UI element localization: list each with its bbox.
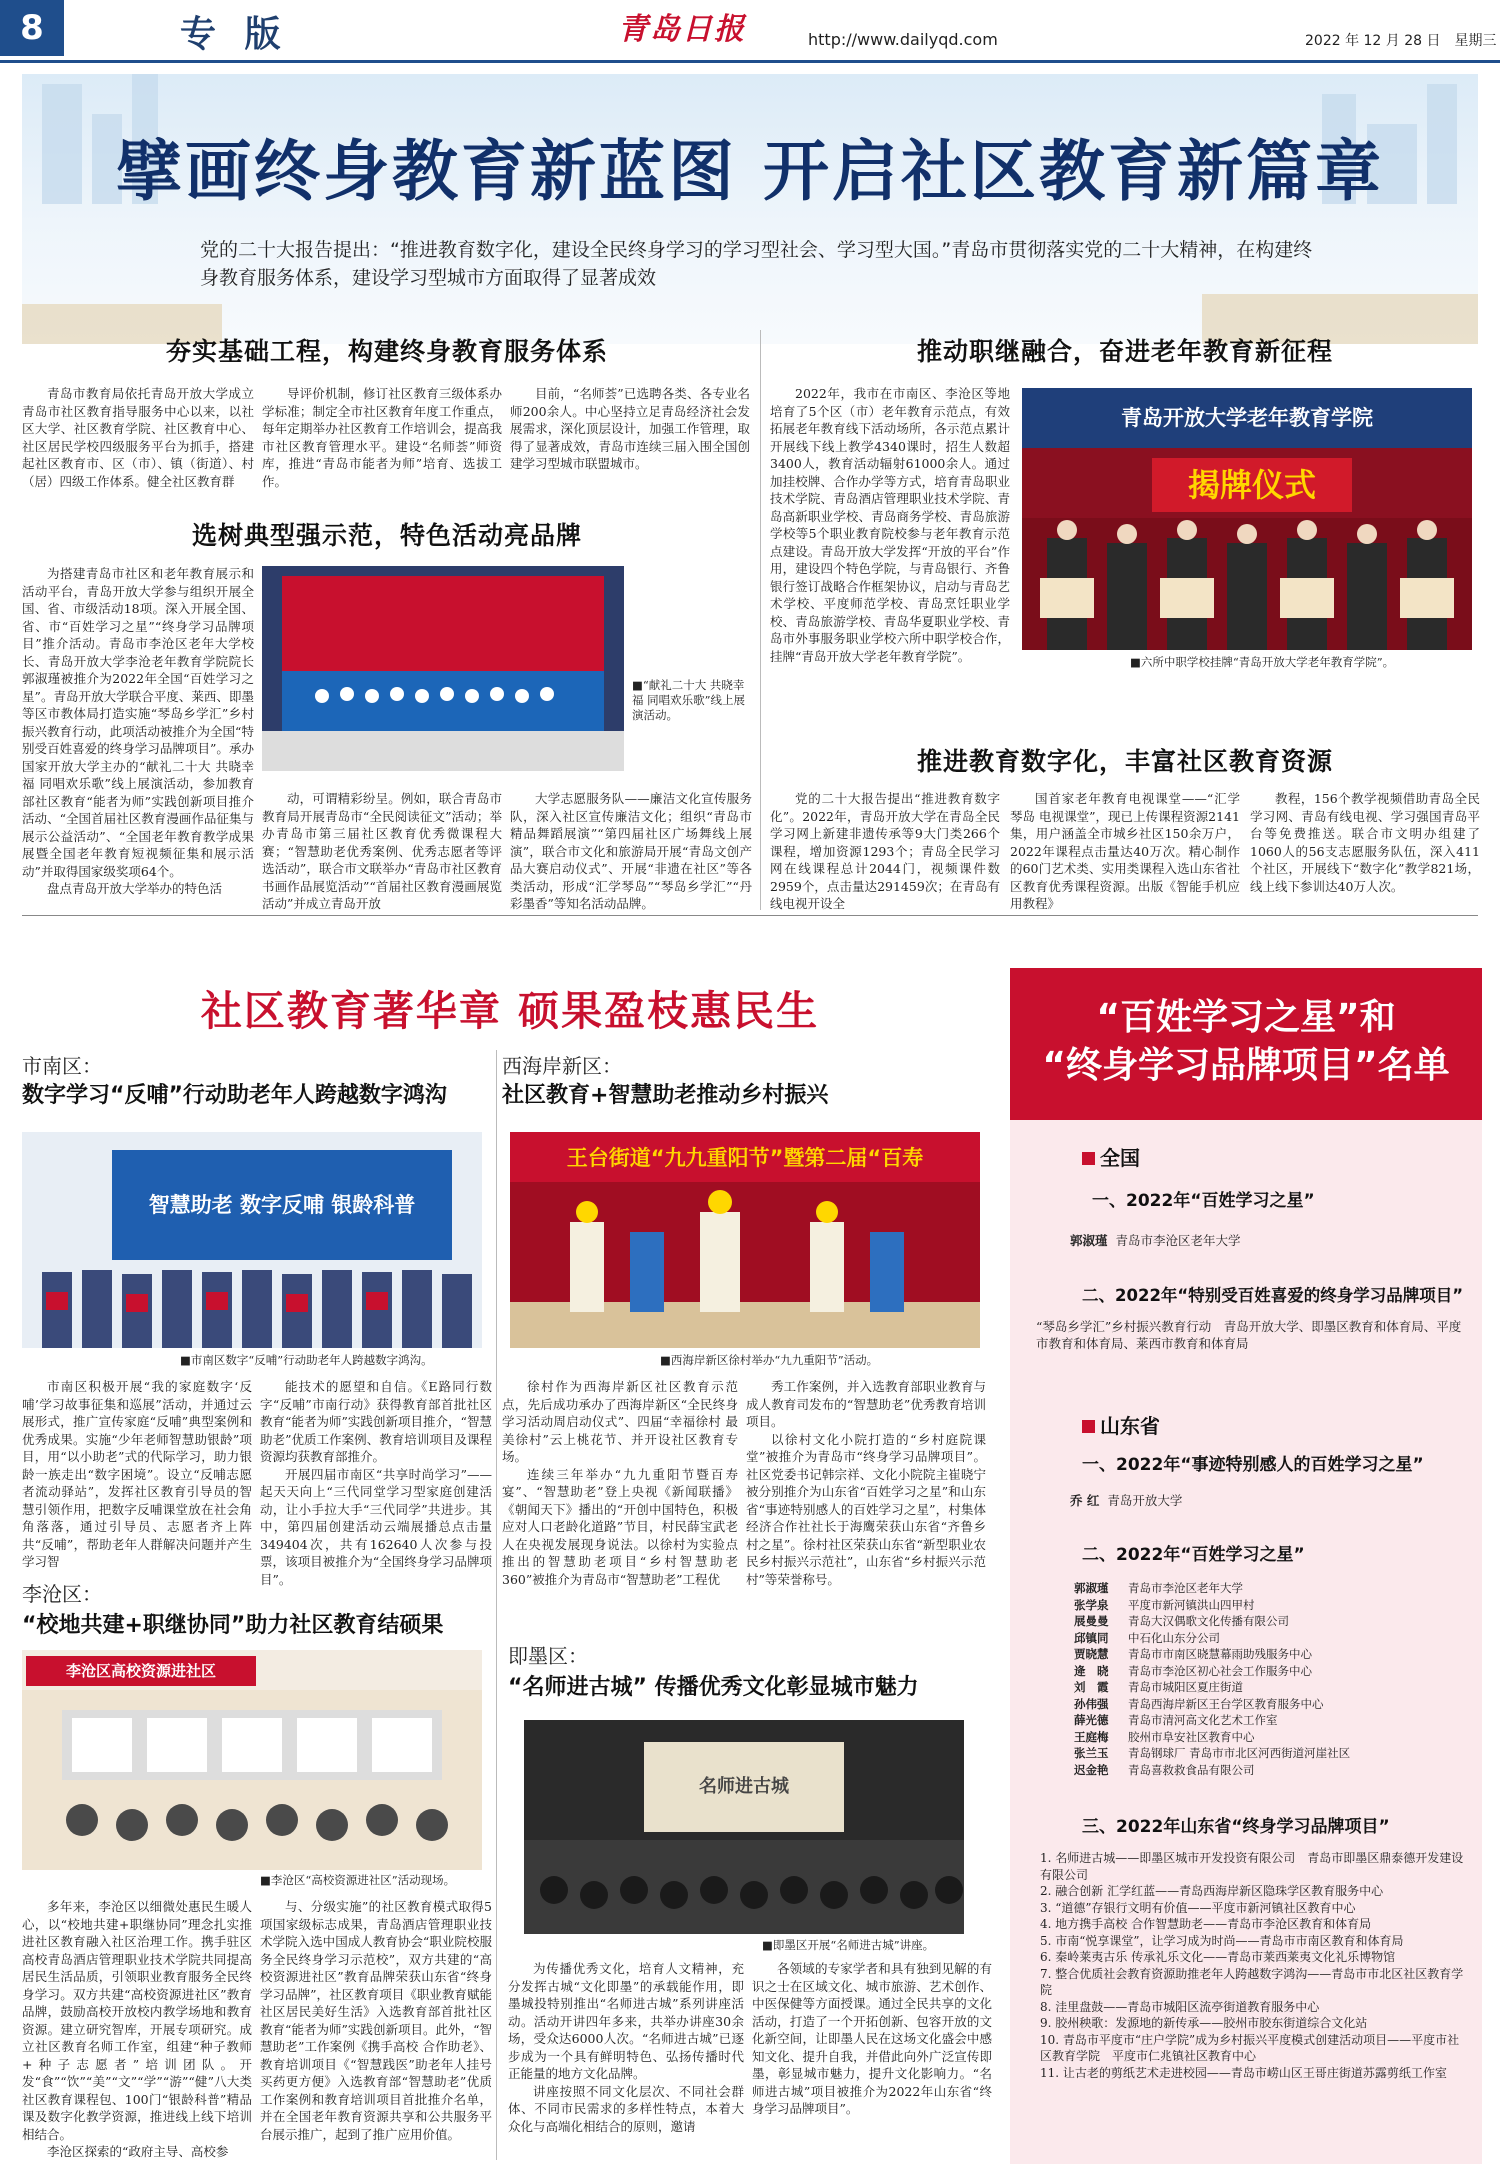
list-item [1074,1646,1474,1663]
shandong-label: 山东省 [1082,1410,1160,1439]
star-org: 青岛市李沧区初心社会工作服务中心 [1128,1663,1312,1678]
section-divider [22,915,1478,916]
list-item [1074,1762,1474,1779]
star-name: 刘 霞 [1074,1680,1109,1694]
s4-col1 [770,790,1000,911]
honor-list-heading-line1: “百姓学习之星”和 [1096,997,1396,1038]
newspaper-logo: 青岛日报 [618,12,746,47]
licang-col1b-text: 李沧区探索的“政府主导、高校参 [47,2144,229,2159]
list-item: 7. 整合优质社会教育资源助推老年人跨越数字鸿沟——青岛市市北区社区教育学院 [1040,1966,1464,1997]
list-item: 10. 青岛市平度市“庄户学院”成为乡村振兴平度模式创建活动项目——平度市社区教育学院 平度市仁兆镇社区教育中心 [1040,2032,1460,2063]
stage-performance-image [262,566,624,771]
national-cat2-entry: “琴岛乡学汇”乡村振兴教育行动 青岛开放大学、即墨区教育和体育局、平度市教育和体育局、莱西市教育和体育局 [1036,1319,1462,1351]
shinan-photo [22,1132,482,1348]
star-org: 平度市新河镇洪山四甲村 [1128,1597,1255,1612]
xihaian-banner: 王台街道“九九重阳节”暨第二届“百寿 [566,1146,924,1170]
list-item [1074,1679,1474,1696]
list-item [1074,1597,1474,1614]
licang-col2-text: 与、分级实施”的社区教育模式取得5项国家级标志成果，青岛酒店管理职业技术学院入选中国成人教育协会“职业院校服务全民终身学习示范校”，双方共建的“高校资源进社区”教育品牌荣获山东省“终身学习品牌”，社区教育项目《职业教育赋能社区居民美好生活》入选教育部首批社区教育“能者为师”实践创新项目。此外，“智慧助老”工作案例《携手高校 合作助老》、教育培训项目《“智慧践医”助老年人挂号买药更方便》入选教育部“智慧助老”优质工作案例和教育培训项目首批推介名单，并在全国老年教育资源共享和公共服务平台展示推广，起到了推广应用价值。 [260,1899,492,2142]
star-name: 张学泉 [1074,1597,1109,1612]
star-org: 青岛西海岸新区王台学区教育服务中心 [1128,1696,1324,1711]
list-item [1074,1613,1474,1630]
column-divider [760,330,761,910]
ribbon-cutting-people-image [1022,518,1472,650]
s3-photo [1022,388,1472,650]
star-name: 王庭梅 [1074,1729,1109,1744]
jimo-photo [524,1720,964,1934]
s3-heading: 推动职继融合，奋进老年教育新征程 [916,337,1333,366]
list-item [1074,1745,1474,1762]
shandong-cat1-name: 乔 红 [1070,1493,1100,1508]
s3-photo-caption: ■六所中职学校挂牌“青岛开放大学老年教育学院”。 [1130,655,1395,669]
shinan-caption: ■市南区数字“反哺”行动助老年人跨越数字鸿沟。 [180,1353,433,1367]
xihaian-col1 [502,1378,738,1618]
star-org: 青岛钢球厂 青岛市市北区河西街道河崖社区 [1128,1746,1351,1760]
list-item [1074,1729,1474,1746]
xihaian-col1-text: 徐村作为西海岸新区社区教育示范点，先后成功承办了西海岸新区“全民终身学习活动周启动仪式”、四届“幸福徐村 最美徐村”云上桃花节、并开设社区教育专场。 [502,1379,738,1464]
national-cat1-org: 青岛市李沧区老年大学 [1115,1233,1241,1248]
shinan-col2b-text: 开展四届市南区“共享时尚学习”——起天天向上“三代同堂学习型家庭创建活动，让小手拉大手“三代同学”共进步。其中，第四届创建活动云端展播总点击量349404次，共有162640人次参与投票，该项目被推介为“全国终身学习品牌项目”。 [260,1466,492,1587]
xihaian-photo [510,1132,980,1348]
national-cat2: 二、2022年“特别受百姓喜爱的终身学习品牌项目” [1082,1286,1464,1305]
s3-col1 [770,385,1010,707]
s4-col3-text: 教程，156个教学视频借助青岛全民学习网、青岛有线电视、学习强国青岛平台等免费推送。联合市文明办组建了1060人的56支志愿服务队伍，深入411个社区，开展线下“数字化”教学821场，线上线下参训达40万人次。 [1250,791,1480,894]
s1-col1 [22,385,254,493]
licang-title: “校地共建+职继协同”助力社区教育结硕果 [22,1613,444,1638]
shinan-col2 [260,1378,492,1587]
s3-photo-sign2: 揭牌仪式 [1152,458,1352,512]
honor-list-heading-line2: “终身学习品牌项目”名单 [1042,1045,1450,1086]
shandong-cat1-org: 青岛开放大学 [1107,1493,1183,1508]
xihaian-title: 社区教育+智慧助老推动乡村振兴 [502,1083,829,1108]
s2-col1-text: 为搭建青岛市社区和老年教育展示和活动平台，青岛开放大学参与组织开展全国、省、市级活动18项。深入开展全国、省、市“百姓学习之星”“终身学习品牌项目”推介活动。青岛市李沧区老年大学校长、青岛开放大学李沧老年教育学院院长郭淑瑾被推介为2022年全国“百姓学习之星”。青岛开放大学联合平度、莱西、即墨等区市教体局打造实施“琴岛乡学汇”乡村振兴教育行动，此项活动被推介为全国“特别受百姓喜爱的终身学习品牌项目”。承办国家开放大学主办的“献礼二十大 共晓幸福 同唱欢乐歌”线上展演活动，参加教育部社区教育“能者为师”实践创新项目推介活动、“全国首届社区教育漫画作品征集与展示公益活动”、“全国老年教育教学成果展暨全国老年教育短视频征集和展示活动”并取得国家级奖项64个。 [22,566,254,879]
jimo-screen: 名师进古城 [644,1742,844,1832]
bottom-section-title: 社区教育著华章 硕果盈枝惠民生 [200,987,820,1035]
star-name: 薛光德 [1074,1713,1109,1727]
star-org: 青岛大汉偶歌文化传播有限公司 [1128,1614,1289,1628]
star-org: 青岛市清河高文化艺术工作室 [1128,1713,1278,1727]
honor-list-heading [1010,968,1482,1120]
national-cat1-entry [1070,1232,1470,1249]
shandong-cat1-entry [1070,1492,1470,1509]
s3-col1-text: 2022年，我市在市南区、李沧区等地培育了5个区（市）老年教育示范点，有效拓展老年教育线下活动场所，各示范点累计开展线下线上教学4340课时，招生人数超3400人，教育活动辐射61000余人。通过加挂校牌、合作办学等方式，培育青岛职业技术学院、青岛酒店管理职业技术学院、青岛高新职业学校、青岛商务学校、青岛旅游学校等5个职业教育院校参与老年教育示范点建设。青岛开放大学发挥“开放的平台”作用，建设四个特色学院，与青岛银行、齐鲁银行签订战略合作框架协议，启动与青岛艺术学校、平度师范学校、青岛烹饪职业学校、青岛旅游学校、青岛华夏职业学校、青岛市外事服务职业学校六所中职学校合作，挂牌“青岛开放大学老年教育学院”。 [770,386,1010,664]
s2-col2-text: 动，可谓精彩纷呈。例如，联合青岛市教育局开展青岛市“全民阅读征文”活动；举办青岛市第三届社区教育优秀微课程大赛；“智慧助老优秀案例、优秀志愿者等评选活动”，联合市文联举办“青岛市社区教育书画作品展览活动”“首届社区教育漫画展览活动”并成立青岛开放 [262,791,502,911]
s1-col3-text: 目前，“名师荟”已选聘各类、各专业名师200余人。中心坚持立足青岛经济社会发展需求，深化顶层设计，加强工作管理，取得了显著成效，青岛市连续三届入围全国创建学习型城市联盟城市。 [510,386,750,471]
star-name: 张兰玉 [1074,1746,1109,1760]
shinan-col1-text: 市南区积极开展“我的家庭数字‘反哺’学习故事征集和巡展”活动，并通过云展形式，推广宣传家庭“反哺”典型案例和优秀成果。实施“少年老师智慧助银龄”项目，用“以小助老”式的代际学习，助力银龄一族走出“数字困境”。设立“反哺志愿者流动驿站”，发挥社区教育引导员的智慧引领作用，把数字反哺课堂放在社会角角落落，通过引导员、志愿者齐上阵共“反哺”，帮助老年人群解决问题并产生学习智 [22,1379,252,1569]
licang-banner: 李沧区高校资源进社区 [26,1656,256,1686]
s1-col3 [510,385,750,493]
jimo-col1-text: 为传播优秀文化，培育人文精神，充分发挥古城“文化即墨”的承载能作用，即墨城投特别推出“名师进古城”系列讲座活动。活动开讲四年多来，共举办讲座30余场，受众达6000人次。“名师进古城”已逐步成为一个具有鲜明特色、弘扬传播时代正能量的地方文化品牌。 [508,1961,744,2081]
xihaian-col2-text: 秀工作案例，并入选教育部职业教育与成人教育司发布的“智慧助老”优秀教育培训项目。 [746,1379,986,1429]
shandong-cat2: 二、2022年“百姓学习之星” [1082,1545,1305,1565]
s2-col2 [262,790,502,911]
shinan-title: 数字学习“反哺”行动助老年人跨越数字鸿沟 [22,1083,447,1108]
star-name: 邱镇同 [1074,1630,1109,1645]
classroom-activity-image [22,1690,482,1870]
jimo-col2 [752,1960,992,2164]
s2-col3 [510,790,752,911]
jimo-region: 即墨区： [508,1644,588,1668]
honor-list-heading-full [1010,968,1011,969]
s3-photo-sign: 青岛开放大学老年教育学院 [1022,388,1472,448]
s2-col1b-text: 盘点青岛开放大学举办的特色活 [47,881,223,896]
list-item: 8. 洼里盘鼓——青岛市城阳区流亭街道教育服务中心 [1040,1999,1320,2014]
shinan-col2-text: 能技术的愿望和自信。《E路同行数字“反哺”市南行动》获得教育部首批社区教育“能者为师”实践创新项目推介，“智慧助老”优质工作案例、教育培训项目及课程资源均获教育部推介。 [260,1379,492,1464]
star-name: 展曼曼 [1074,1614,1109,1628]
senior-group-image [22,1252,482,1348]
jimo-col1b-text: 讲座按照不同文化层次、不同社会群体、不同市民需求的多样性特点，本着大众化与高端化相结合的原则，邀请 [508,2083,744,2134]
star-name: 逄 晓 [1074,1663,1109,1678]
s4-col1-text: 党的二十大报告提出“推进教育数字化”。2022年，青岛开放大学在青岛全民学习网上新建非遗传承等9大门类266个课程，增加资源1293个；青岛全民学习网在线课程总计2044门，视频课件数2959个，点击量达291459次；在青岛有线电视开设全 [770,791,1000,911]
s2-photo [262,566,624,771]
jimo-caption: ■即墨区开展“名师进古城”讲座。 [762,1938,935,1952]
shinan-banner: 智慧助老 数字反哺 银龄科普 [112,1150,452,1260]
list-item: 11. 让古老的剪纸艺术走进校园——青岛市崂山区王哥庄街道苏露剪纸工作室 [1040,2065,1447,2080]
national-label: 全国 [1082,1142,1140,1171]
s4-col2 [1010,790,1240,911]
s2-heading: 选树典型强示范，特色活动亮品牌 [191,521,582,550]
star-name: 迟金艳 [1074,1762,1109,1777]
header-rule [0,60,1500,63]
licang-col2 [260,1898,492,2162]
list-item: 5. 市南“悦享课堂”，让学习成为时尚——青岛市市南区教育和体育局 [1040,1933,1404,1948]
jimo-col2-text: 各领域的专家学者和具有独到见解的有识之士在区域文化、城市旅游、艺术创作、中医保健等方面授课。通过全民共享的文化活动，打造了一个开拓创新、包容开放的文化新空间，让即墨人民在这场文化盛会中感知文化、提升自我，并借此向外广泛宣传即墨，彰显城市魅力，提升文化影响力。“名师进古城”项目被推介为2022年山东省“终身学习品牌项目”。 [752,1961,992,2116]
national-cat1: 一、2022年“百姓学习之星” [1092,1191,1315,1211]
s1-col1-text: 青岛市教育局依托青岛开放大学成立青岛市社区教育指导服务中心以来，以社区大学、社区教育学院、社区教育中心、社区居民学校四级服务平台为抓手，搭建起社区教育市、区（市）、镇（街道）、村（居）四级工作体系。健全社区教育群 [22,386,254,489]
list-item: 6. 秦岭莱夷古乐 传承礼乐文化——青岛市莱西莱夷文化礼乐博物馆 [1040,1950,1396,1964]
s4-heading: 推进教育数字化，丰富社区教育资源 [916,747,1333,776]
licang-caption: ■李沧区“高校资源进社区”活动现场。 [260,1873,456,1887]
star-name: 孙伟强 [1074,1696,1109,1711]
lead-paragraph: 党的二十大报告提出：“推进教育数字化，建设全民终身学习的学习型社会、学习型大国。”青岛市贯彻落实党的二十大精神，在构建终身教育服务体系，建设学习型城市方面取得了显著成效 [200,239,1313,289]
list-item [1074,1712,1474,1729]
national-cat1-name: 郭淑瑾 [1070,1233,1108,1248]
shandong-stars-list [1074,1580,1474,1778]
xihaian-col1b-text: 连续三年举办“九九重阳节暨百寿宴”、“智慧助老”登上央视《新闻联播》《朝闻天下》播出的“开创中国特色，积极应对人口老龄化道路”节目，村民薛宝武老人在央视发展现身说法。以徐村为实验点推出的智慧助老项目“乡村智慧助老360”被推介为青岛市“智慧助老”工程优 [502,1466,738,1587]
issue-date: 2022 年 12 月 28 日 星期三 [1305,33,1497,49]
star-name: 贾晓慧 [1074,1647,1109,1661]
shandong-brands-list [1040,1850,1468,2081]
list-item [1074,1696,1474,1713]
list-item: 1. 名师进古城——即墨区城市开发投资有限公司 青岛市即墨区鼎泰德开发建设有限公司 [1040,1851,1464,1882]
star-org: 青岛喜救救食品有限公司 [1128,1762,1255,1777]
star-org: 青岛市李沧区老年大学 [1128,1581,1243,1595]
star-name: 郭淑瑾 [1074,1581,1109,1595]
xihaian-col2 [746,1378,986,1618]
jimo-col1 [508,1960,744,2164]
s1-heading: 夯实基础工程，构建终身教育服务体系 [165,337,608,366]
list-item: 2. 融合创新 汇学红蓝——青岛西海岸新区隐珠学区教育服务中心 [1040,1884,1384,1898]
main-headline: 擘画终身教育新蓝图 开启社区教育新篇章 [116,132,1384,210]
list-item: 4. 地方携手高校 合作智慧助老——青岛市李沧区教育和体育局 [1040,1917,1372,1931]
list-item: 3. “道德”存银行文明有价值——平度市新河镇社区教育中心 [1040,1900,1356,1915]
s4-col2-text: 国首家老年教育电视课堂——“汇学琴岛 电视课堂”，现已上传课程资源2141集，用户涵盖全市城乡社区150余万户，2022年课程点击量达40万次。精心制作的60门艺术类、实用类课程入选山东省社区教育优秀课程资源。出版《智能手机应用教程》 [1010,791,1240,911]
s2-col3-text: 大学志愿服务队——廉洁文化宣传服务队，深入社区宣传廉洁文化；组织“青岛市精品舞蹈展演”“第四届社区广场舞线上展演”，联合市文化和旅游局开展“青岛文创产品大赛启动仪式”、开展“非遗在社区”等各类活动，形成“汇学琴岛”“琴岛乡学汇”“丹彩墨香”等知名活动品牌。 [510,791,752,911]
s4-col3 [1250,790,1480,898]
licang-col1 [22,1898,252,2162]
page-number: 8 [0,0,64,56]
opera-performance-image [510,1182,980,1348]
lecture-audience-image [524,1840,964,1934]
star-org: 青岛市城阳区夏庄街道 [1128,1680,1243,1694]
website-url[interactable]: http://www.dailyqd.com [808,30,998,49]
section-label: 专 版 [180,14,289,55]
column-divider-bottom [496,1050,497,2160]
s2-photo-caption: ■“献礼二十大 共晓幸福 同唱欢乐歌”线上展演活动。 [632,678,746,722]
xihaian-col2b-text: 以徐村文化小院打造的“乡村庭院课堂”被推介为青岛市“终身学习品牌项目”。社区党委书记韩宗祥、文化小院院主崔晓宁被分别推介为山东省“百姓学习之星”和山东省“事迹特别感人的百姓学习之星”，村集体经济合作社社长于海鹰荣获山东省“齐鲁乡村之星”。徐村社区荣获山东省“新型职业农民乡村振兴示范社”，山东省“乡村振兴示范村”等荣誉称号。 [746,1431,986,1587]
shinan-region: 市南区： [22,1054,102,1078]
list-item: 9. 胶州秧歌：发源地的新传承——胶州市胶东街道综合文化站 [1040,2016,1368,2030]
s1-col2-text: 导评价机制，修订社区教育三级体系办学标准；制定全市社区教育年度工作重点，每年定期举办社区教育工作培训会，提高我市社区教育管理水平。建设“名师荟”师资库，推进“青岛市能者为师”培育、选拔工作。 [262,386,502,489]
star-org: 中石化山东分公司 [1128,1630,1220,1645]
shinan-col1 [22,1378,252,1572]
star-org: 青岛市市南区晓慧幕雨助残服务中心 [1128,1647,1312,1661]
list-item [1074,1630,1474,1647]
shandong-cat3: 三、2022年山东省“终身学习品牌项目” [1082,1817,1390,1837]
licang-photo [22,1650,482,1870]
s1-col2 [262,385,502,493]
xihaian-region: 西海岸新区： [502,1054,622,1078]
licang-region: 李沧区： [22,1582,102,1606]
list-item [1074,1580,1474,1597]
list-item [1074,1663,1474,1680]
licang-col1-text: 多年来，李沧区以细微处惠民生暖人心，以“校地共建+职继协同”理念扎实推进社区教育融入社区治理工作。携手驻区高校青岛酒店管理职业技术学院共同提高居民生活品质，引领职业教育服务全民终身学习。双方共建“高校资源进社区”教育品牌，鼓励高校开放校内教学场地和教育资源。建立研究智库，开展专项研究。成立社区教育名师工作室，组建“种子教师+种子志愿者”培训团队。开发“食”“饮”“美”“文”“学”“游”“健”八大类社区教育课程包、100门“银龄科普”精品课及数字化教学资源，推进线上线下培训相结合。 [22,1899,252,2142]
jimo-title: “名师进古城” 传播优秀文化彰显城市魅力 [508,1675,919,1700]
s2-col1 [22,565,254,897]
shandong-cat1: 一、2022年“事迹特别感人的百姓学习之星” [1082,1455,1424,1475]
xihaian-caption: ■西海岸新区徐村举办“九九重阳节”活动。 [660,1353,879,1367]
star-org: 胶州市阜安社区教育中心 [1128,1729,1255,1744]
